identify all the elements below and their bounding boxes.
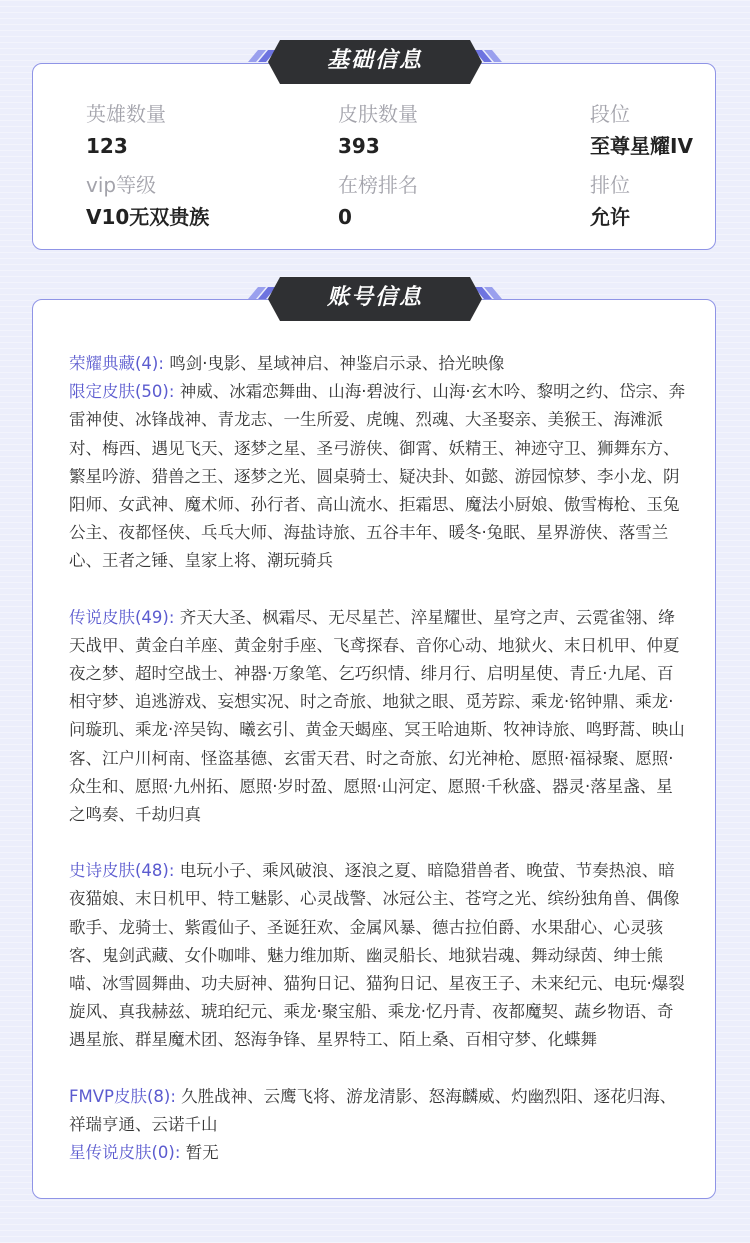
account-info-banner — [244, 275, 506, 323]
vip-level-field — [86, 173, 326, 229]
field-value: 393 — [338, 134, 380, 158]
field-label: vip等级 — [86, 173, 157, 197]
skin-count-field — [338, 102, 578, 158]
section-key: FMVP皮肤(8): — [69, 1086, 176, 1106]
field-value: 至尊星耀IV — [590, 134, 693, 158]
account-info-card — [32, 299, 716, 1199]
account-info-body — [69, 350, 687, 1167]
basic-info-title: 基础信息 — [326, 48, 423, 73]
section-text: 久胜战神、云鹰飞将、游龙清影、怒海麟威、灼幽烈阳、逐花归海、祥瑞亨通、云诺千山 — [69, 1086, 677, 1134]
section-text: 鸣剑·曳影、星域神启、神鉴启示录、拾光映像 — [169, 354, 505, 373]
account-info-title: 账号信息 — [326, 285, 423, 310]
rank-tier-field — [590, 102, 750, 158]
section-key: 荣耀典藏(4): — [69, 354, 164, 373]
hero-count-field — [86, 102, 326, 158]
section-text: 暂无 — [185, 1143, 219, 1163]
field-label: 英雄数量 — [86, 102, 166, 126]
section-key: 星传说皮肤(0): — [69, 1143, 181, 1163]
legendary-skins-section — [69, 604, 687, 830]
fmvp-skins-section — [69, 1083, 687, 1139]
epic-skins-section — [69, 857, 687, 1054]
basic-info-banner — [244, 38, 506, 86]
section-key: 史诗皮肤(48): — [69, 861, 175, 881]
section-text: 神威、冰霜恋舞曲、山海·碧波行、山海·玄木吟、黎明之约、岱宗、奔雷神使、冰锋战神、青龙志、一生所爱、虎魄、烈魂、大圣娶亲、美猴王、海滩派对、梅西、遇见飞天、逐梦之星、圣弓游侠、御霄、妖精王、神迹守卫、狮舞东方、繁星吟游、猎兽之王、逐梦之光、圆桌骑士、疑决卦、如懿、游园惊梦、李小龙、阴阳师、女武神、魔术师、孙行者、高山流水、拒霜思、魔法小厨娘、傲雪梅枪、玉兔公主、夜都怪侠、乓乓大师、海盐诗旅、五谷丰年、暖冬·兔眠、星界游侠、落雪兰心、王者之锤、皇家上将、潮玩骑兵 — [69, 382, 686, 571]
ranked-permission-field — [590, 173, 750, 229]
section-key: 限定皮肤(50): — [69, 382, 175, 402]
field-label: 排位 — [590, 173, 630, 197]
field-value: V10无双贵族 — [86, 205, 210, 229]
basic-info-card — [32, 63, 716, 250]
limited-skins-section — [69, 378, 687, 575]
section-text: 电玩小子、乘风破浪、逐浪之夏、暗隐猎兽者、晚萤、节奏热浪、暗夜猫娘、末日机甲、特工魅影、心灵战警、冰冠公主、苍穹之光、缤纷独角兽、偶像歌手、龙骑士、紫霞仙子、圣诞狂欢、金属风暴、德古拉伯爵、水果甜心、心灵骇客、鬼剑武藏、女仆咖啡、魅力维加斯、幽灵船长、地狱岩魂、舞动绿茵、绅士熊喵、冰雪圆舞曲、功夫厨神、猫狗日记、猫狗日记、星夜王子、未来纪元、电玩·爆裂旋风、真我赫兹、琥珀纪元、乘龙·聚宝船、乘龙·忆丹青、夜都魔契、蔬乡物语、奇遇星旅、群星魔术团、怒海争锋、星界特工、陌上桑、百相守梦、化蝶舞 — [69, 861, 685, 1050]
section-key: 传说皮肤(49): — [69, 607, 175, 627]
honor-collection-section — [69, 350, 687, 378]
field-value: 123 — [86, 134, 128, 158]
field-label: 段位 — [590, 102, 630, 126]
section-text: 齐天大圣、枫霜尽、无尽星芒、淬星耀世、星穹之声、云霓雀翎、绛天战甲、黄金白羊座、黄金射手座、飞鸢探春、音你心动、地狱火、末日机甲、仲夏夜之梦、超时空战士、神器·万象笔、乞巧织情、绯月行、启明星使、青丘·九尾、百相守梦、追逃游戏、妄想实况、时之奇旅、地狱之眼、觅芳踪、乘龙·铭钟鼎、乘龙·问璇玑、乘龙·淬吴钩、曦玄引、黄金天蝎座、冥王哈迪斯、牧神诗旅、鸣野蒿、映山客、江户川柯南、怪盗基德、玄雷天君、时之奇旅、幻光神枪、愿照·福禄聚、愿照·众生和、愿照·九州拓、愿照·岁时盈、愿照·山河定、愿照·千秋盛、器灵·落星盏、星之鸣奏、千劫归真 — [69, 607, 685, 825]
field-value: 0 — [338, 205, 352, 229]
star-legend-skins-section — [69, 1139, 687, 1167]
field-label: 皮肤数量 — [338, 102, 418, 126]
field-value: 允许 — [590, 205, 630, 229]
field-label: 在榜排名 — [338, 173, 418, 197]
leaderboard-rank-field — [338, 173, 578, 229]
